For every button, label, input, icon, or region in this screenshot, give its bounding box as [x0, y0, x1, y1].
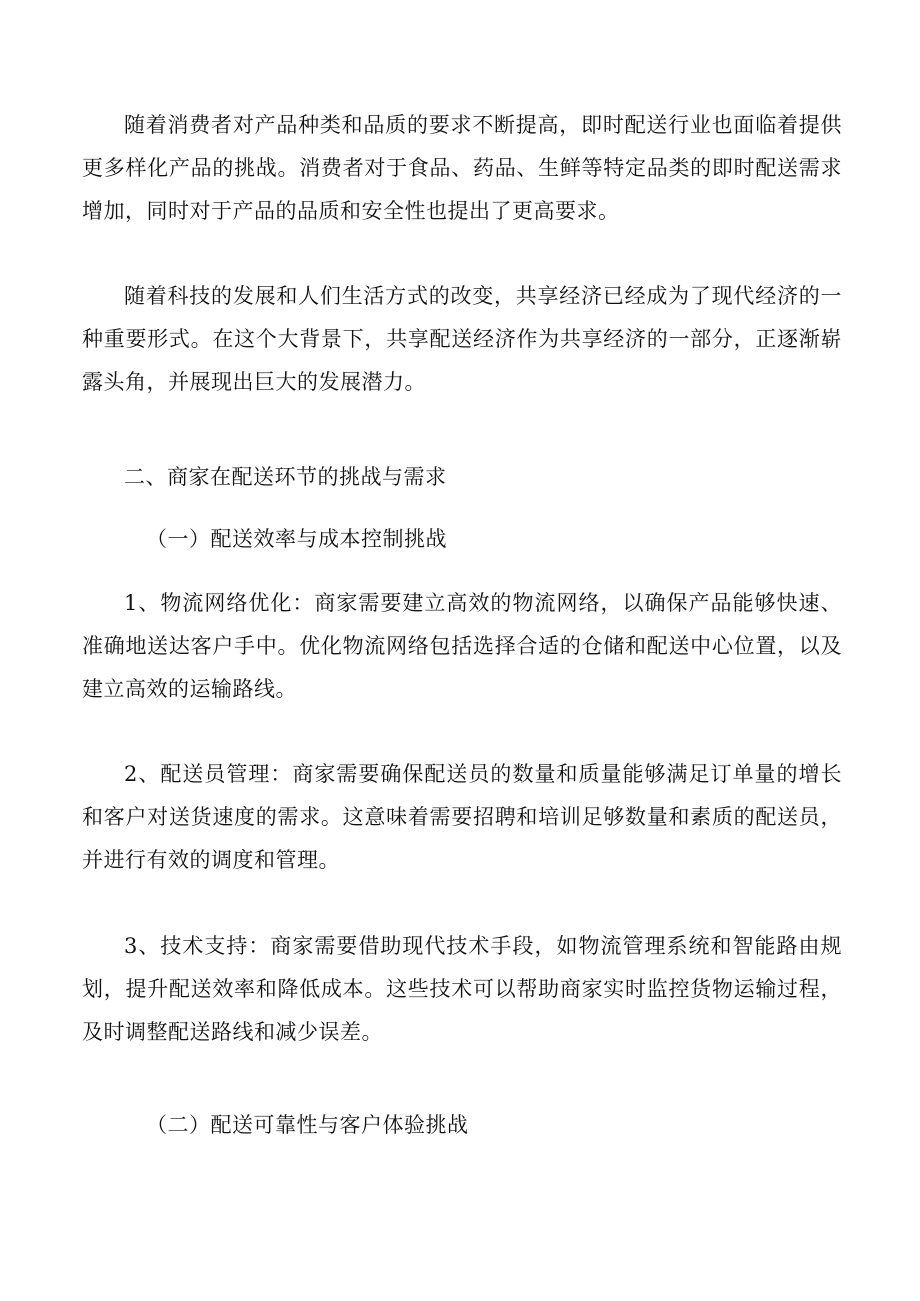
section-heading: 二、商家在配送环节的挑战与需求	[124, 465, 447, 489]
subsection-heading-reliability: （二）配送可靠性与客户体验挑战	[146, 1113, 469, 1137]
paragraph-courier-management: 2、配送员管理：商家需要确保配送员的数量和质量能够满足订单量的增长和客户对送货速度的需求。这意味着需要招聘和培训足够数量和素质的配送员，并进行有效的调度和管理。	[82, 762, 842, 872]
subsection-heading-efficiency: （一）配送效率与成本控制挑战	[146, 527, 447, 551]
paragraph-technical-support: 3、技术支持：商家需要借助现代技术手段，如物流管理系统和智能路由规划，提升配送效率和降低成本。这些技术可以帮助商家实时监控货物运输过程，及时调整配送路线和减少误差。	[82, 934, 842, 1044]
paragraph-consumer-demand: 随着消费者对产品种类和品质的要求不断提高，即时配送行业也面临着提供更多样化产品的挑战。消费者对于食品、药品、生鲜等特定品类的即时配送需求增加，同时对于产品的品质和安全性也提出了更高要求。	[82, 113, 842, 223]
paragraph-sharing-economy: 随着科技的发展和人们生活方式的改变，共享经济已经成为了现代经济的一种重要形式。在这个大背景下，共享配送经济作为共享经济的一部分，正逐渐崭露头角，并展现出巨大的发展潜力。	[82, 284, 842, 394]
paragraph-logistics-network: 1、物流网络优化：商家需要建立高效的物流网络，以确保产品能够快速、准确地送达客户手中。优化物流网络包括选择合适的仓储和配送中心位置，以及建立高效的运输路线。	[82, 591, 842, 701]
